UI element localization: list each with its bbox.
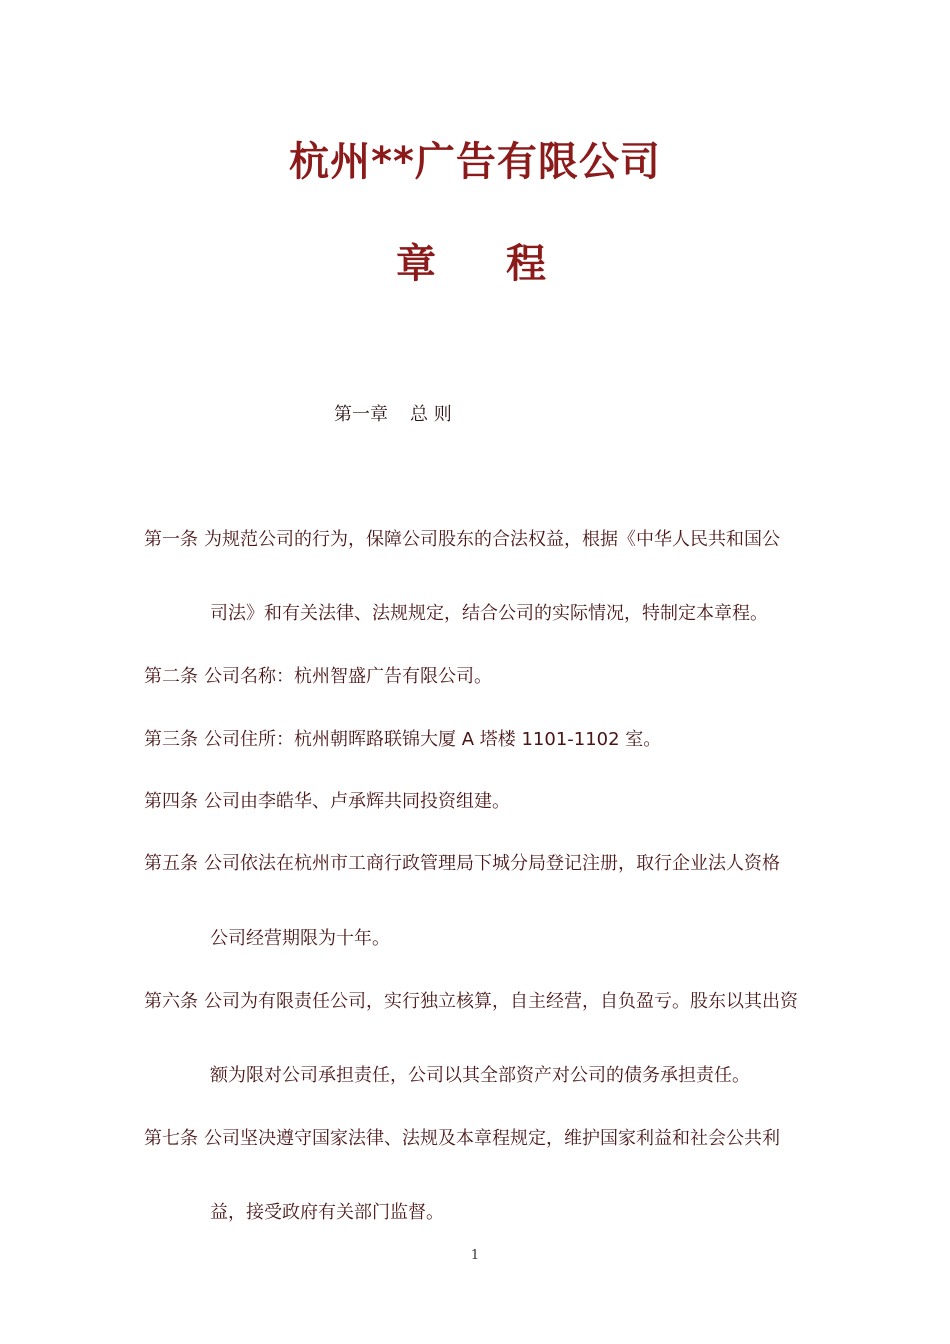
article-number: 第六条	[144, 991, 198, 1012]
article-text: 公司为有限责任公司，实行独立核算，自主经营，自负盈亏。股东以其出资	[204, 991, 798, 1012]
article-1	[144, 527, 780, 553]
article-4	[144, 789, 510, 815]
article-text: 公司依法在杭州市工商行政管理局下城分局登记注册，取行企业法人资格	[204, 853, 780, 874]
article-number: 第一条	[144, 529, 198, 550]
chapter-heading	[334, 402, 452, 428]
article-6	[144, 989, 798, 1015]
article-number: 第五条	[144, 853, 198, 874]
article-3	[144, 727, 661, 753]
article-text: 为规范公司的行为，保障公司股东的合法权益，根据《中华人民共和国公	[204, 529, 780, 550]
article-5-continuation: 公司经营期限为十年。	[210, 928, 390, 949]
article-number: 第四条	[144, 791, 198, 812]
article-1-continuation: 司法》和有关法律、法规规定，结合公司的实际情况，特制定本章程。	[210, 603, 768, 624]
article-5	[144, 851, 780, 877]
article-number: 第七条	[144, 1128, 198, 1149]
chapter-number: 第一章	[334, 404, 388, 425]
article-7	[144, 1126, 780, 1152]
document-subtitle: 章 程	[396, 241, 574, 287]
article-7-continuation: 益，接受政府有关部门监督。	[210, 1202, 444, 1223]
article-number: 第二条	[144, 666, 198, 687]
article-number: 第三条	[144, 729, 198, 750]
article-2	[144, 664, 492, 690]
article-6-continuation: 额为限对公司承担责任，公司以其全部资产对公司的债务承担责任。	[210, 1065, 750, 1086]
article-text: 公司坚决遵守国家法律、法规及本章程规定，维护国家利益和社会公共利	[204, 1128, 780, 1149]
document-title: 杭州**广告有限公司	[289, 139, 661, 185]
page-number: 1	[470, 1248, 480, 1263]
chapter-name: 总 则	[410, 404, 452, 425]
article-text: 公司由李皓华、卢承辉共同投资组建。	[204, 791, 510, 812]
article-text: 公司名称：杭州智盛广告有限公司。	[204, 666, 492, 687]
article-text: 公司住所：杭州朝晖路联锦大厦 A 塔楼 1101-1102 室。	[204, 729, 662, 750]
